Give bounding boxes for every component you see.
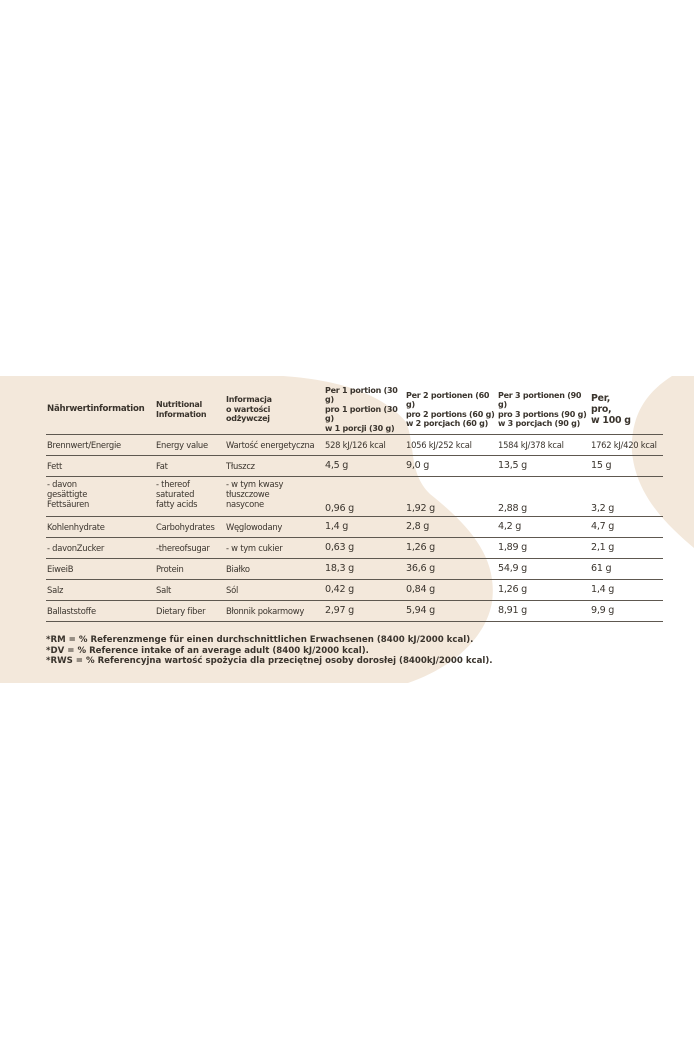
header-per-30g: Per 1 portion (30 g) pro 1 portion (30 g) w 1 porcji (30 g) xyxy=(324,385,405,435)
footnote-dv: *DV = % Reference intake of an average adult (8400 kJ/2000 kcal). xyxy=(46,645,369,656)
cell-en: Carbohydrates xyxy=(155,517,225,538)
table-row xyxy=(46,601,663,622)
cell-per-60g: 1,26 g xyxy=(405,538,497,559)
cell-per-90g: 8,91 g xyxy=(497,601,590,622)
header-per-90g: Per 3 portionen (90 g) pro 3 portions (90 g) w 3 porcjach (90 g) xyxy=(497,385,590,435)
cell-pl: Białko xyxy=(225,559,324,580)
table-row xyxy=(46,477,663,517)
table-row xyxy=(46,456,663,477)
cell-per-100g: 1,4 g xyxy=(590,580,663,601)
cell-per-90g: 2,88 g xyxy=(497,477,590,517)
cell-per-100g: 4,7 g xyxy=(590,517,663,538)
cell-per-30g: 18,3 g xyxy=(324,559,405,580)
table-header-row xyxy=(46,385,663,435)
cell-per-90g: 1584 kJ/378 kcal xyxy=(497,435,590,456)
cell-en: Salt xyxy=(155,580,225,601)
cell-de: Fett xyxy=(46,456,155,477)
cell-per-30g: 528 kJ/126 kcal xyxy=(324,435,405,456)
cell-per-60g: 2,8 g xyxy=(405,517,497,538)
cell-per-90g: 54,9 g xyxy=(497,559,590,580)
table-row xyxy=(46,435,663,456)
table-row xyxy=(46,559,663,580)
cell-per-100g: 1762 kJ/420 kcal xyxy=(590,435,663,456)
cell-pl: Wartość energetyczna xyxy=(225,435,324,456)
cell-per-30g: 0,42 g xyxy=(324,580,405,601)
cell-en: Fat xyxy=(155,456,225,477)
cell-per-90g: 4,2 g xyxy=(497,517,590,538)
cell-per-100g: 61 g xyxy=(590,559,663,580)
cell-per-60g: 9,0 g xyxy=(405,456,497,477)
cell-pl: Sól xyxy=(225,580,324,601)
cell-pl: Węglowodany xyxy=(225,517,324,538)
cell-en: -thereofsugar xyxy=(155,538,225,559)
cell-per-60g: 5,94 g xyxy=(405,601,497,622)
cell-de: Ballaststoffe xyxy=(46,601,155,622)
nutrition-table xyxy=(46,385,663,622)
cell-de: - davonZucker xyxy=(46,538,155,559)
cell-per-30g: 1,4 g xyxy=(324,517,405,538)
footnote-rm: *RM = % Referenzmenge für einen durchschnittlichen Erwachsenen (8400 kJ/2000 kcal). xyxy=(46,635,474,645)
cell-de: EiweiB xyxy=(46,559,155,580)
cell-per-100g: 3,2 g xyxy=(590,477,663,517)
cell-de: - davon gesättigte Fettsäuren xyxy=(46,477,155,517)
cell-per-90g: 13,5 g xyxy=(497,456,590,477)
cell-de: Kohlenhydrate xyxy=(46,517,155,538)
cell-per-100g: 9,9 g xyxy=(590,601,663,622)
footnotes xyxy=(46,635,493,667)
header-naehrwertinformation: Nährwertinformation xyxy=(46,385,155,435)
footnote-rws: *RWS = % Referencyjna wartość spożycia dla przeciętnej osoby dorosłej (8400kJ/2000 kcal). xyxy=(46,656,493,666)
cell-pl: - w tym cukier xyxy=(225,538,324,559)
header-per-100g: Per, pro, w 100 g xyxy=(590,385,663,435)
cell-en: Energy value xyxy=(155,435,225,456)
header-nutritional-information: Nutritional Information xyxy=(155,385,225,435)
cell-per-90g: 1,89 g xyxy=(497,538,590,559)
cell-de: Salz xyxy=(46,580,155,601)
cell-en: Dietary fiber xyxy=(155,601,225,622)
cell-en: Protein xyxy=(155,559,225,580)
cell-per-30g: 0,96 g xyxy=(324,477,405,517)
table-row xyxy=(46,517,663,538)
cell-per-30g: 4,5 g xyxy=(324,456,405,477)
cell-per-60g: 1056 kJ/252 kcal xyxy=(405,435,497,456)
header-per-60g: Per 2 portionen (60 g) pro 2 portions (60 g) w 2 porcjach (60 g) xyxy=(405,385,497,435)
header-informacja-wartosci: Informacja o wartości odżywczej xyxy=(225,385,324,435)
cell-per-60g: 0,84 g xyxy=(405,580,497,601)
cell-per-90g: 1,26 g xyxy=(497,580,590,601)
cell-per-100g: 15 g xyxy=(590,456,663,477)
cell-per-60g: 1,92 g xyxy=(405,477,497,517)
cell-pl: - w tym kwasy tłuszczowe nasycone xyxy=(225,477,324,517)
cell-per-100g: 2,1 g xyxy=(590,538,663,559)
cell-de: Brennwert/Energie xyxy=(46,435,155,456)
cell-en: - thereof saturated fatty acids xyxy=(155,477,225,517)
table-row xyxy=(46,538,663,559)
cell-per-30g: 0,63 g xyxy=(324,538,405,559)
cell-pl: Błonnik pokarmowy xyxy=(225,601,324,622)
cell-per-60g: 36,6 g xyxy=(405,559,497,580)
table-row xyxy=(46,580,663,601)
cell-per-30g: 2,97 g xyxy=(324,601,405,622)
cell-pl: Tłuszcz xyxy=(225,456,324,477)
